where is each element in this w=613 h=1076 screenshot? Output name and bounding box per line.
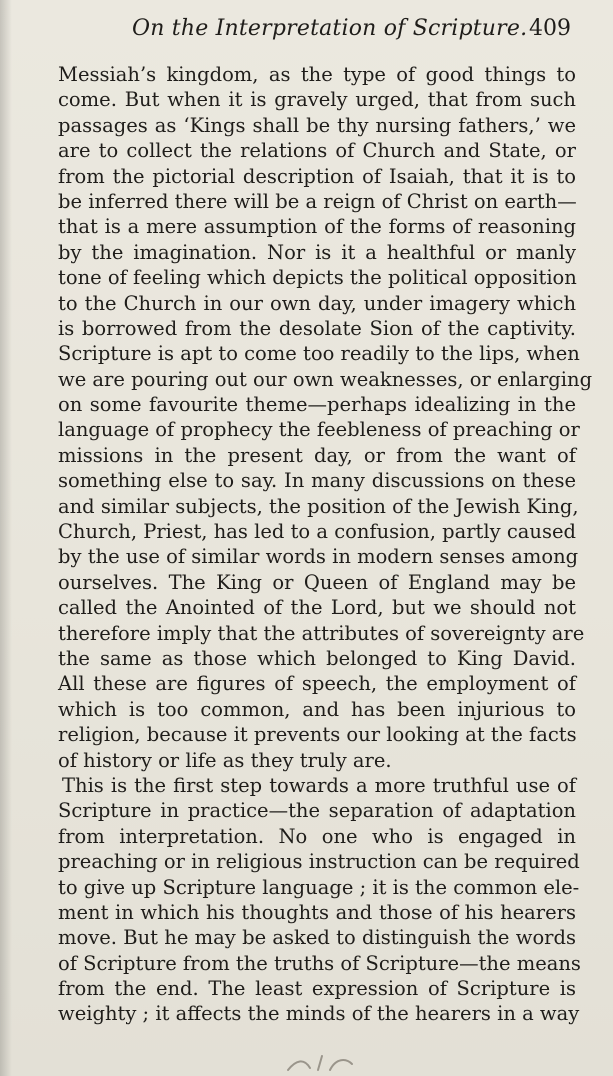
text-line: by the imagination. Nor is it a healthful or manly (58, 240, 576, 264)
text-line: ment in which his thoughts and those of his hearers (58, 900, 576, 924)
text-line: the same as those which belonged to King David. (58, 646, 576, 670)
text-line: Scripture in practice—the separation of adaptation (58, 799, 576, 823)
text-line: ourselves. The King or Queen of England may be (58, 570, 576, 594)
text-line: move. But he may be asked to distinguish the words (58, 926, 576, 950)
text-line: passages as ‘Kings shall be thy nursing fathers,’ we (58, 113, 576, 137)
paragraph-start-line: This is the first step towards a more truthful use of (62, 773, 576, 797)
text-line: be inferred there will be a reign of Christ on earth— (58, 189, 577, 213)
text-line: that is a mere assumption of the forms of reasoning (58, 215, 576, 239)
text-line: from the pictorial description of Isaiah, that it is to (58, 164, 576, 188)
text-line: and similar subjects, the position of the Jewish King, (58, 494, 579, 518)
text-line: missions in the present day, or from the want of (58, 443, 576, 467)
text-line: religion, because it prevents our looking at the facts (58, 723, 577, 747)
text-line: preaching or in religious instruction can be required (58, 850, 580, 874)
text-line: come. But when it is gravely urged, that from such (58, 88, 576, 112)
text-line: something else to say. In many discussions on these (58, 469, 576, 493)
text-line: we are pouring out our own weaknesses, or enlarging (58, 367, 593, 391)
body-text (58, 62, 593, 1027)
text-line: therefore imply that the attributes of sovereignty are (58, 621, 585, 645)
text-line: Church, Priest, has led to a confusion, partly caused (58, 520, 576, 544)
running-head: On the Interpretation of Scripture. (132, 16, 528, 41)
text-line: on some favourite theme—perhaps idealizing in the (58, 393, 576, 417)
text-line: from the end. The least expression of Scripture is (58, 977, 576, 1001)
text-line: Scripture is apt to come too readily to the lips, when (58, 342, 580, 366)
ink-bleed-mark (278, 1052, 358, 1072)
text-line: Messiah’s kingdom, as the type of good things to (58, 63, 576, 86)
text-line: language of prophecy the feebleness of preaching or (58, 418, 580, 442)
text-line: of Scripture from the truths of Scripture—the means (58, 951, 581, 975)
text-line: called the Anointed of the Lord, but we should not (58, 596, 576, 620)
page-number: 409 (529, 16, 571, 41)
paragraph-end-line: of history or life as they truly are. (58, 748, 392, 772)
text-line: weighty ; it affects the minds of the hearers in a way (58, 1002, 580, 1026)
gutter-shadow (0, 0, 12, 1076)
text-line: All these are figures of speech, the employment of (58, 672, 576, 696)
text-line: tone of feeling which depicts the political opposition (58, 266, 577, 290)
text-line: from interpretation. No one who is engaged in (58, 824, 576, 848)
text-line: to give up Scripture language ; it is the common ele- (58, 875, 580, 899)
text-line: by the use of similar words in modern senses among (58, 545, 579, 569)
text-line: are to collect the relations of Church and State, or (58, 139, 576, 163)
text-line: to the Church in our own day, under imagery which (58, 291, 576, 315)
text-line: is borrowed from the desolate Sion of the captivity. (58, 316, 576, 340)
text-line: which is too common, and has been injurious to (58, 697, 576, 721)
